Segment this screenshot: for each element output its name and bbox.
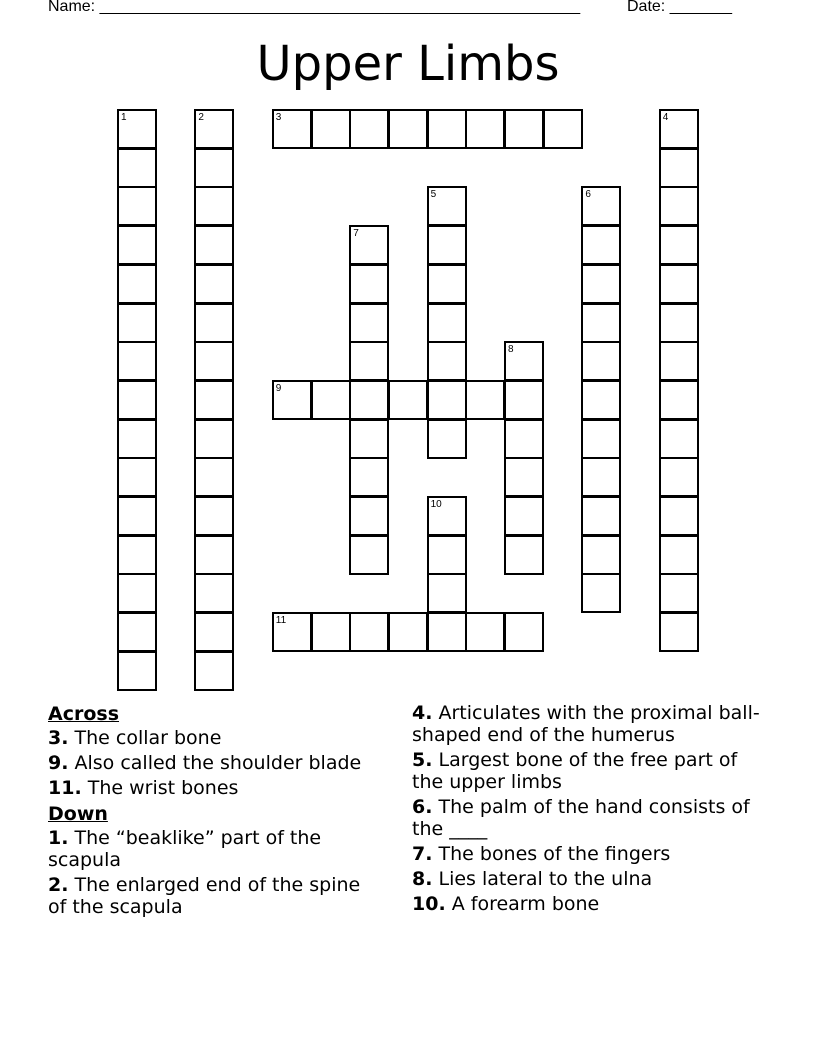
clues-left-column bbox=[48, 702, 378, 921]
grid-cell[interactable] bbox=[117, 264, 157, 304]
clue-number-label: 11 bbox=[275, 615, 287, 627]
grid-cell[interactable] bbox=[427, 303, 467, 343]
name-field[interactable]: Name: ______________________________________________________ bbox=[48, 0, 581, 15]
across-heading: Across bbox=[48, 703, 120, 725]
grid-cell[interactable] bbox=[117, 380, 157, 420]
clue-number: 2. bbox=[48, 874, 69, 896]
grid-cell[interactable] bbox=[659, 148, 699, 188]
clue-number: 3. bbox=[48, 727, 69, 749]
clue-number-label: 1 bbox=[121, 112, 127, 123]
grid-cell[interactable] bbox=[427, 380, 467, 420]
grid-cell[interactable] bbox=[117, 341, 157, 381]
clue-text: The collar bone bbox=[74, 727, 222, 749]
clue-number: 9. bbox=[48, 752, 69, 774]
grid-cell[interactable] bbox=[349, 264, 389, 304]
clue-text: A forearm bone bbox=[451, 893, 600, 915]
grid-cell[interactable] bbox=[581, 341, 621, 381]
grid-cell[interactable] bbox=[117, 419, 157, 459]
grid-cell[interactable] bbox=[504, 419, 544, 459]
grid-cell[interactable] bbox=[659, 225, 699, 265]
grid-cell[interactable] bbox=[194, 148, 234, 188]
grid-cell[interactable] bbox=[427, 496, 467, 536]
grid-cell[interactable] bbox=[311, 380, 351, 420]
clue-number: 7. bbox=[412, 843, 433, 865]
grid-cell[interactable] bbox=[117, 612, 157, 652]
grid-cell[interactable] bbox=[504, 612, 544, 652]
clue-number: 8. bbox=[412, 868, 433, 890]
grid-cell[interactable] bbox=[194, 457, 234, 497]
clue-number-label: 9 bbox=[275, 382, 282, 394]
clues-right-column bbox=[412, 702, 762, 918]
grid-cell[interactable] bbox=[659, 612, 699, 652]
grid-cell[interactable] bbox=[659, 457, 699, 497]
clue-text: The wrist bones bbox=[87, 777, 239, 799]
grid-cell[interactable] bbox=[117, 109, 157, 149]
grid-cell[interactable] bbox=[427, 186, 467, 226]
grid-cell[interactable] bbox=[349, 109, 389, 149]
grid-cell[interactable] bbox=[659, 264, 699, 304]
grid-cell[interactable] bbox=[427, 612, 467, 652]
clue-number-label: 2 bbox=[198, 112, 204, 123]
clue-number: 6. bbox=[412, 796, 433, 818]
clue-down-10 bbox=[412, 893, 762, 915]
grid-cell[interactable] bbox=[194, 109, 234, 149]
grid-cell[interactable] bbox=[581, 419, 621, 459]
grid-cell[interactable] bbox=[581, 457, 621, 497]
grid-cell[interactable] bbox=[427, 419, 467, 459]
clue-down-1 bbox=[48, 827, 378, 871]
grid-cell[interactable] bbox=[504, 496, 544, 536]
grid-cell[interactable] bbox=[659, 419, 699, 459]
grid-cell[interactable] bbox=[194, 380, 234, 420]
grid-cell[interactable] bbox=[349, 535, 389, 575]
grid-cell[interactable] bbox=[659, 186, 699, 226]
grid-cell[interactable] bbox=[194, 612, 234, 652]
grid-cell[interactable] bbox=[117, 225, 157, 265]
grid-cell[interactable] bbox=[504, 380, 544, 420]
grid-cell[interactable] bbox=[311, 612, 351, 652]
grid-cell[interactable] bbox=[388, 380, 428, 420]
grid-cell[interactable] bbox=[349, 612, 389, 652]
clue-down-5 bbox=[412, 749, 762, 793]
grid-cell[interactable] bbox=[581, 573, 621, 613]
clue-number-label: 10 bbox=[430, 499, 442, 510]
grid-cell[interactable] bbox=[504, 109, 544, 149]
down-heading: Down bbox=[48, 803, 108, 825]
clue-text: The palm of the hand consists of the ____ bbox=[412, 796, 750, 840]
grid-cell[interactable] bbox=[504, 535, 544, 575]
grid-cell[interactable] bbox=[504, 341, 544, 381]
grid-cell[interactable] bbox=[659, 303, 699, 343]
grid-cell[interactable] bbox=[659, 573, 699, 613]
clue-number-label: 7 bbox=[353, 228, 359, 240]
grid-cell[interactable] bbox=[117, 303, 157, 343]
grid-cell[interactable] bbox=[659, 535, 699, 575]
grid-cell[interactable] bbox=[659, 109, 699, 149]
grid-cell[interactable] bbox=[349, 380, 389, 420]
grid-cell[interactable] bbox=[117, 496, 157, 536]
grid-cell[interactable] bbox=[581, 186, 621, 226]
grid-cell[interactable] bbox=[194, 341, 234, 381]
grid-cell[interactable] bbox=[194, 573, 234, 613]
grid-cell[interactable] bbox=[349, 419, 389, 459]
grid-cell[interactable] bbox=[272, 612, 312, 652]
clue-down-6 bbox=[412, 796, 762, 840]
grid-cell[interactable] bbox=[194, 225, 234, 265]
grid-cell[interactable] bbox=[117, 186, 157, 226]
clue-text: Lies lateral to the ulna bbox=[438, 868, 653, 890]
grid-cell[interactable] bbox=[272, 109, 312, 149]
clue-down-8 bbox=[412, 868, 762, 890]
clue-text: Also called the shoulder blade bbox=[74, 752, 362, 774]
grid-cell[interactable] bbox=[581, 225, 621, 265]
clue-down-2 bbox=[48, 874, 378, 918]
grid-cell[interactable] bbox=[117, 535, 157, 575]
clue-number-label: 3 bbox=[275, 112, 282, 123]
grid-cell[interactable] bbox=[388, 109, 428, 149]
clue-number-label: 4 bbox=[662, 112, 669, 123]
clue-text: The enlarged end of the spine of the scapula bbox=[48, 874, 361, 918]
date-field[interactable]: Date: _______ bbox=[627, 0, 732, 15]
grid-cell[interactable] bbox=[194, 264, 234, 304]
grid-cell[interactable] bbox=[349, 496, 389, 536]
grid-cell[interactable] bbox=[581, 264, 621, 304]
grid-cell[interactable] bbox=[659, 380, 699, 420]
grid-cell[interactable] bbox=[581, 303, 621, 343]
grid-cell[interactable] bbox=[581, 380, 621, 420]
grid-cell[interactable] bbox=[117, 573, 157, 613]
grid-cell[interactable] bbox=[388, 612, 428, 652]
grid-cell[interactable] bbox=[349, 303, 389, 343]
clue-number-label: 6 bbox=[585, 189, 591, 201]
grid-cell[interactable] bbox=[581, 496, 621, 536]
grid-cell[interactable] bbox=[659, 341, 699, 381]
grid-cell[interactable] bbox=[117, 651, 157, 691]
clue-across-3 bbox=[48, 727, 378, 749]
grid-cell[interactable] bbox=[427, 341, 467, 381]
grid-cell[interactable] bbox=[349, 225, 389, 265]
grid-cell[interactable] bbox=[349, 341, 389, 381]
grid-cell[interactable] bbox=[465, 109, 505, 149]
clue-number: 10. bbox=[412, 893, 446, 915]
grid-cell[interactable] bbox=[504, 457, 544, 497]
clue-number-label: 5 bbox=[430, 189, 437, 201]
grid-cell[interactable] bbox=[194, 496, 234, 536]
grid-cell[interactable] bbox=[272, 380, 312, 420]
clue-number-label: 8 bbox=[508, 344, 514, 356]
clue-text: Articulates with the proximal ball-shaped end of the humerus bbox=[412, 702, 760, 746]
clue-down-7 bbox=[412, 843, 762, 865]
clue-number: 5. bbox=[412, 749, 433, 771]
clue-text: Largest bone of the free part of the upper limbs bbox=[412, 749, 738, 793]
grid-cell[interactable] bbox=[194, 303, 234, 343]
grid-cell[interactable] bbox=[427, 535, 467, 575]
grid-cell[interactable] bbox=[194, 651, 234, 691]
clue-number: 4. bbox=[412, 702, 433, 724]
grid-cell[interactable] bbox=[349, 457, 389, 497]
clue-number: 11. bbox=[48, 777, 82, 799]
grid-cell[interactable] bbox=[194, 186, 234, 226]
clue-across-9 bbox=[48, 752, 378, 774]
clue-text: The “beaklike” part of the scapula bbox=[48, 827, 322, 871]
grid-cell[interactable] bbox=[581, 535, 621, 575]
clue-down-4 bbox=[412, 702, 762, 746]
clue-text: The bones of the fingers bbox=[438, 843, 671, 865]
grid-cell[interactable] bbox=[427, 573, 467, 613]
grid-cell[interactable] bbox=[117, 148, 157, 188]
page-title: Upper Limbs bbox=[256, 36, 560, 92]
clue-across-11 bbox=[48, 777, 378, 799]
grid-cell[interactable] bbox=[194, 419, 234, 459]
grid-cell[interactable] bbox=[543, 109, 583, 149]
grid-cell[interactable] bbox=[117, 457, 157, 497]
grid-cell[interactable] bbox=[465, 612, 505, 652]
grid-cell[interactable] bbox=[427, 225, 467, 265]
clue-number: 1. bbox=[48, 827, 69, 849]
grid-cell[interactable] bbox=[427, 109, 467, 149]
grid-cell[interactable] bbox=[194, 535, 234, 575]
grid-cell[interactable] bbox=[427, 264, 467, 304]
grid-cell[interactable] bbox=[311, 109, 351, 149]
grid-cell[interactable] bbox=[659, 496, 699, 536]
grid-cell[interactable] bbox=[465, 380, 505, 420]
